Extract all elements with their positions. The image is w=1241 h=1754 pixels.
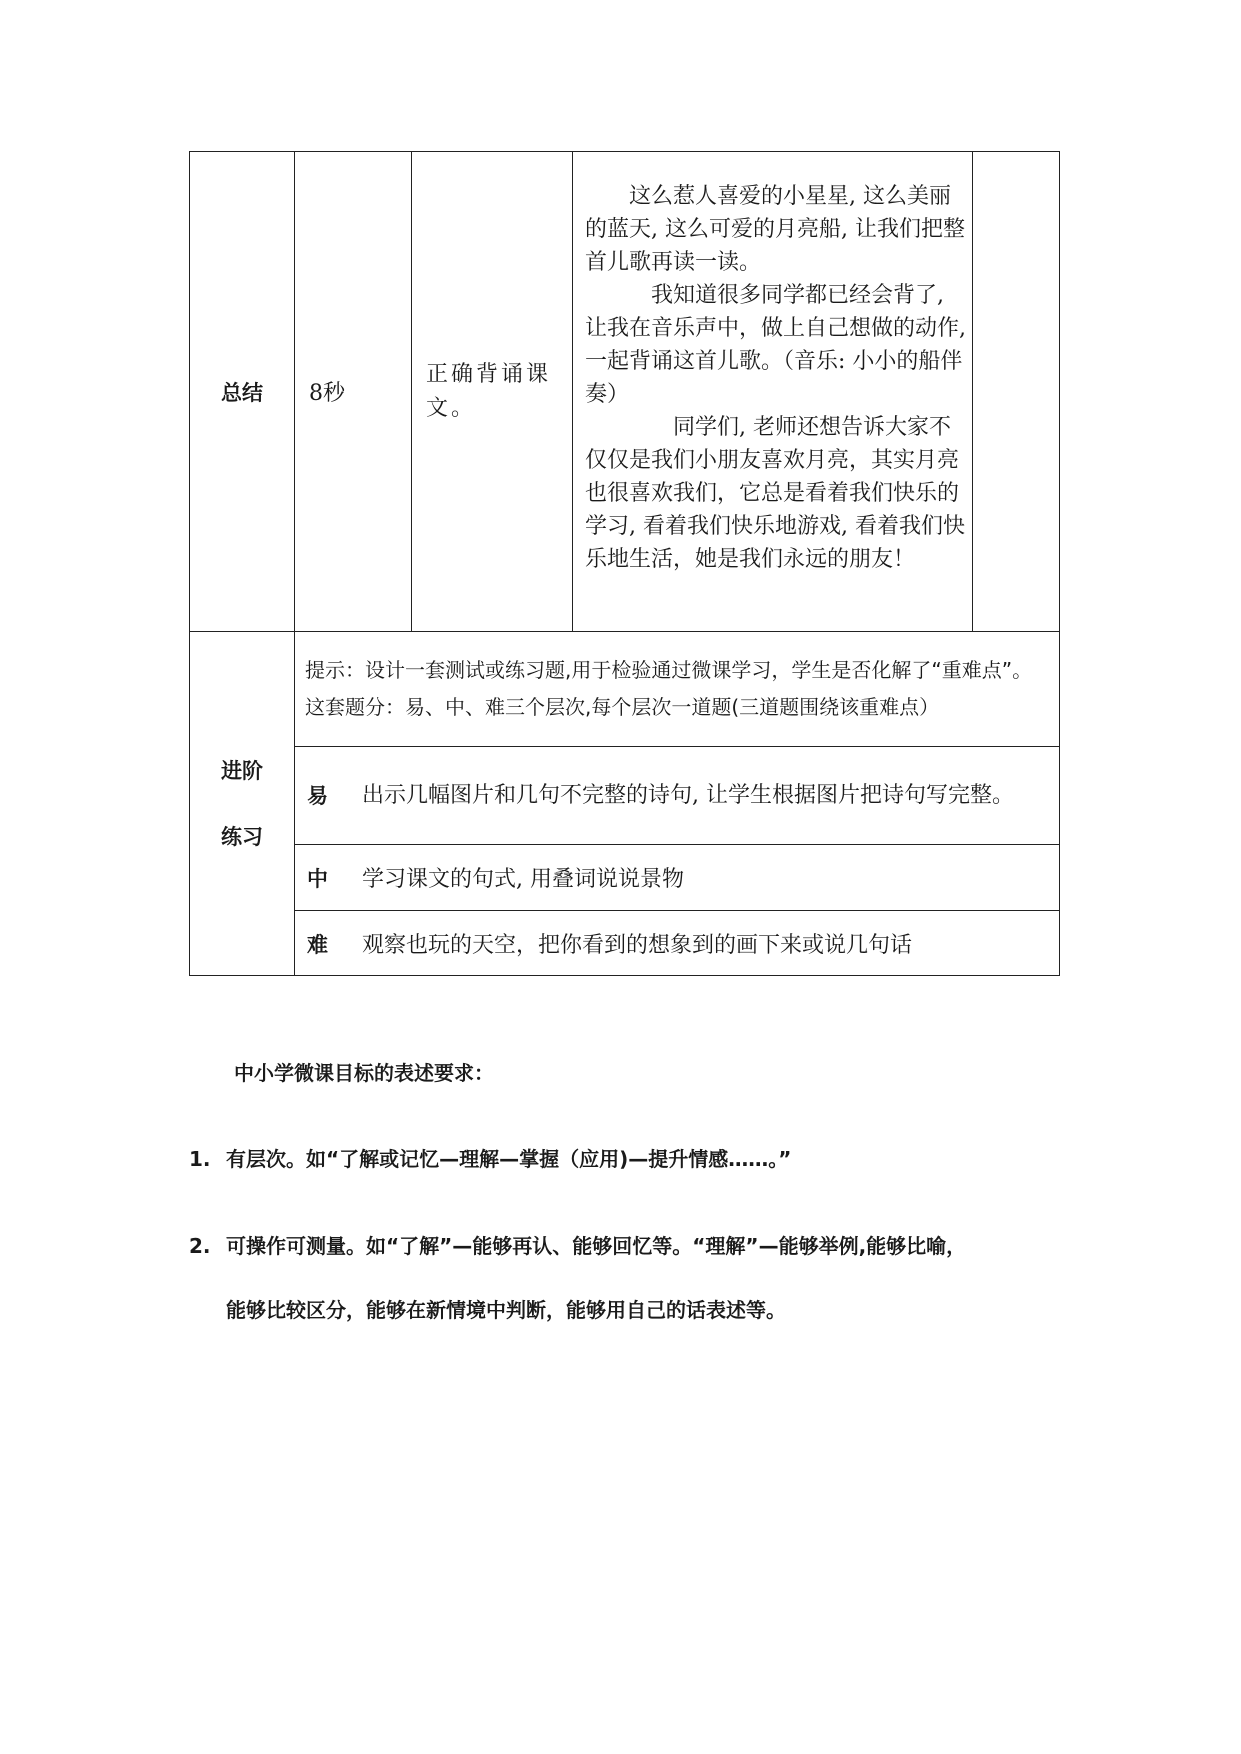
practice-level-hard <box>190 911 1060 976</box>
item-number: 1. <box>189 1147 211 1171</box>
level-label-hard: 难 <box>307 932 328 957</box>
summary-row <box>190 152 1060 632</box>
level-label-medium: 中 <box>307 867 328 891</box>
summary-time: 8秒 <box>295 152 412 632</box>
item-number: 2. <box>189 1234 211 1258</box>
practice-hint: 提示：设计一套测试或练习题,用于检验通过微课学习，学生是否化解了“重难点”。这套题分：易、中、难三个层次,每个层次一道题(三道题围绕该重难点） <box>295 632 1060 747</box>
item-text: 可操作可测量。如“了解”—能够再认、能够回忆等。“理解”—能够举例,能够比喻， <box>226 1234 967 1258</box>
requirement-item-1 <box>189 1143 791 1172</box>
level-text-easy: 出示几幅图片和几句不完整的诗句, 让学生根据图片把诗句写完整。 <box>362 782 1014 808</box>
script-paragraph: 同学们, 老师还想告诉大家不仅仅是我们小朋友喜欢月亮，其实月亮也很喜欢我们，它总是看着我们快乐的学习, 看着我们快乐地游戏, 看着我们快乐地生活，她是我们永远的朋友！ <box>585 415 965 572</box>
practice-level-medium <box>190 845 1060 911</box>
item-text: 有层次。如“了解或记忆—理解—掌握（应用)—提升情感……。” <box>226 1147 792 1171</box>
practice-hint-row <box>190 632 1060 747</box>
script-paragraph: 这么惹人喜爱的小星星, 这么美丽的蓝天, 这么可爱的月亮船, 让我们把整首儿歌再读一读。 <box>585 184 965 275</box>
requirement-item-2-continuation: 能够比较区分，能够在新情境中判断，能够用自己的话表述等。 <box>226 1298 786 1322</box>
requirements-heading: 中小学微课目标的表述要求： <box>234 1061 494 1085</box>
lesson-plan-table <box>189 151 1060 976</box>
practice-label-line1: 进阶 <box>221 758 263 783</box>
script-paragraph: 我知道很多同学都已经会背了, 让我在音乐声中，做上自己想做的动作, 一起背诵这首儿歌。（音乐: 小小的船伴奏） <box>585 283 966 407</box>
practice-label <box>190 632 295 976</box>
summary-goal: 正确背诵课文。 <box>412 152 573 632</box>
level-text-hard: 观察也玩的天空，把你看到的想象到的画下来或说几句话 <box>362 932 913 958</box>
requirement-item-2 <box>189 1230 966 1259</box>
practice-level-easy <box>190 747 1060 845</box>
level-text-medium: 学习课文的句式, 用叠词说说景物 <box>362 867 684 892</box>
summary-empty-cell <box>973 152 1060 632</box>
practice-label-line2: 练习 <box>221 824 263 849</box>
summary-script <box>573 152 973 632</box>
level-label-easy: 易 <box>307 783 328 808</box>
summary-label: 总结 <box>190 152 295 632</box>
